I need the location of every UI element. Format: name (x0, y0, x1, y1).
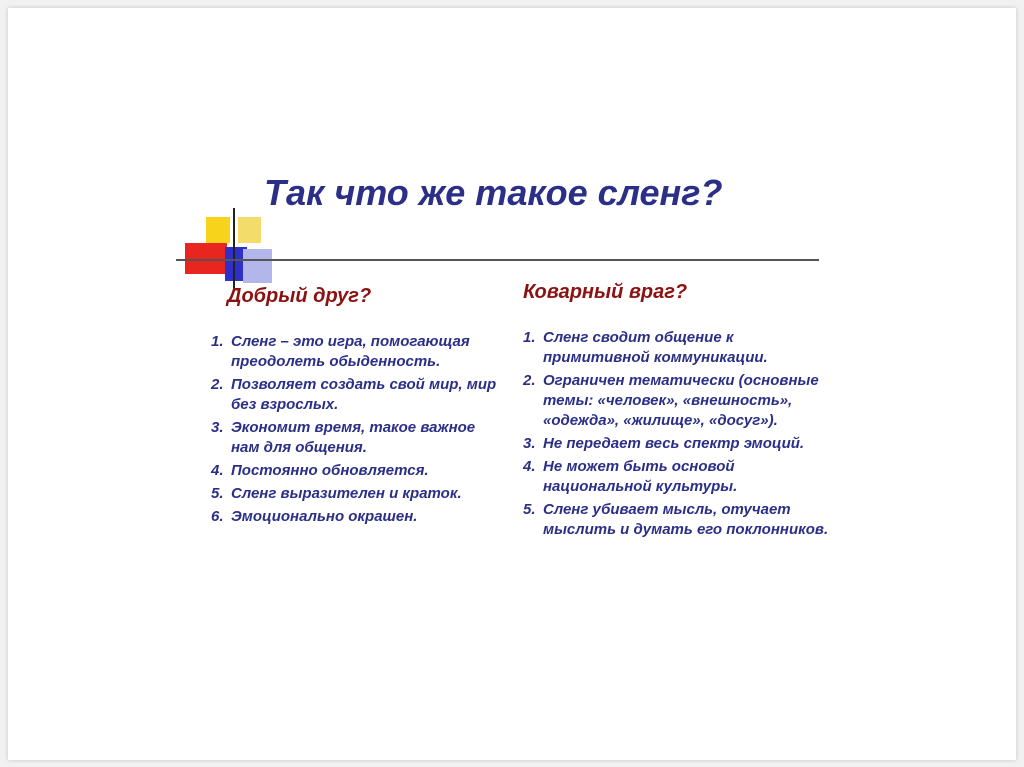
deco-lavender-square (243, 249, 272, 283)
friend-heading: Добрый друг? (227, 285, 372, 307)
item-text: Сленг – это игра, помогающая преодолеть обыденность. (231, 333, 470, 370)
item-number: 6. (211, 508, 224, 525)
item-number: 2. (211, 376, 224, 393)
enemy-list (523, 328, 843, 540)
list-item (211, 507, 501, 527)
item-number: 3. (523, 435, 536, 452)
list-item (211, 375, 501, 415)
list-item (211, 461, 501, 481)
colored-squares-logo (172, 206, 282, 290)
list-item (523, 457, 843, 497)
list-item (211, 484, 501, 504)
item-text: Позволяет создать свой мир, мир без взрослых. (231, 376, 497, 413)
page-title: Так что же такое сленг? (264, 172, 723, 213)
enemy-column (523, 281, 843, 543)
list-item (523, 434, 843, 454)
item-text: Сленг сводит общение к примитивной коммуникации. (543, 329, 768, 366)
item-number: 1. (523, 329, 536, 346)
title-divider (176, 259, 819, 261)
item-text: Сленг убивает мысль, отучает мыслить и думать его поклонников. (543, 501, 829, 538)
item-number: 4. (523, 458, 536, 475)
friend-list (211, 332, 501, 527)
item-number: 1. (211, 333, 224, 350)
list-item (523, 328, 843, 368)
item-number: 5. (211, 485, 224, 502)
slide (8, 8, 1016, 760)
item-text: Не передает весь спектр эмоций. (543, 435, 805, 452)
item-text: Не может быть основой национальной культуры. (543, 458, 738, 495)
list-item (211, 418, 501, 458)
item-number: 2. (523, 372, 536, 389)
list-item (523, 500, 843, 540)
deco-yellow-square-right (238, 217, 261, 243)
item-text: Постоянно обновляется. (231, 462, 429, 479)
deco-yellow-square (206, 217, 230, 243)
item-text: Сленг выразителен и краток. (231, 485, 462, 502)
friend-column (211, 285, 501, 530)
item-number: 3. (211, 419, 224, 436)
item-text: Ограничен тематически (основные темы: «человек», «внешность», «одежда», «жилище», «досуг»). (543, 372, 819, 429)
item-number: 4. (211, 462, 224, 479)
enemy-heading: Коварный враг? (523, 281, 688, 303)
list-item (523, 371, 843, 431)
list-item (211, 332, 501, 372)
item-text: Экономит время, такое важное нам для общения. (231, 419, 476, 456)
item-number: 5. (523, 501, 536, 518)
item-text: Эмоционально окрашен. (231, 508, 418, 525)
